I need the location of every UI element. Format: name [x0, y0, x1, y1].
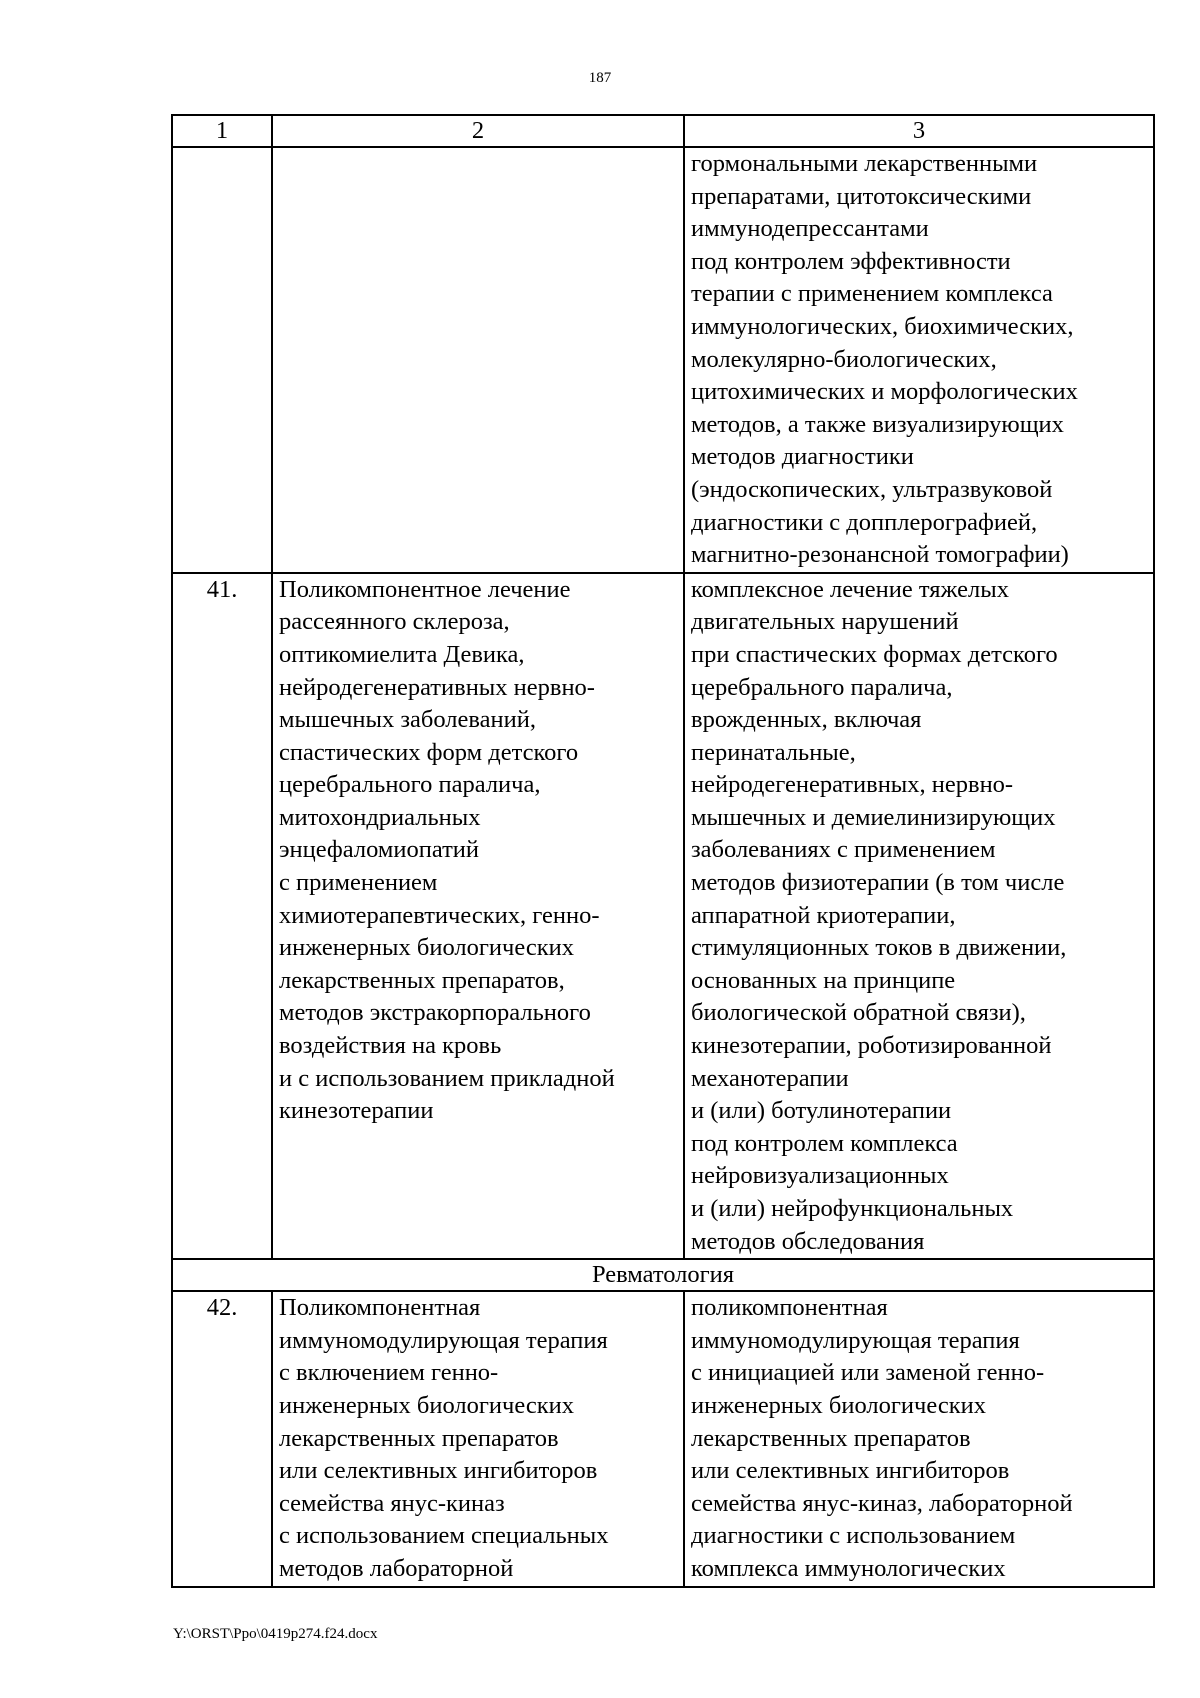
text-line: диагностики с допплерографией, — [691, 508, 1038, 536]
text-line: терапии с применением комплекса — [691, 280, 1053, 308]
text-line: и (или) нейрофункциональных — [691, 1195, 1014, 1222]
text-line: семейства янус-киназ — [279, 1489, 505, 1517]
text-line: гормональными лекарственными — [691, 150, 1038, 177]
text-line: иммуномодулирующая терапия — [691, 1326, 1020, 1354]
text-line: нейродегенеративных нервно- — [279, 673, 595, 701]
text-line: поликомпонентная — [691, 1294, 888, 1322]
text-line: нейровизуализационных — [691, 1162, 949, 1190]
text-line: препаратами, цитотоксическими — [691, 182, 1032, 210]
text-line: оптикомиелита Девика, — [279, 640, 525, 668]
text-line: мышечных заболеваний, — [279, 706, 536, 734]
text-line: (эндоскопических, ультразвуковой — [691, 475, 1053, 503]
text-line: лекарственных препаратов, — [279, 966, 565, 994]
text-line: при спастических формах детского — [691, 640, 1058, 668]
treatment-method-cell — [684, 1291, 1154, 1586]
text-line: иммунологических, биохимических, — [691, 312, 1074, 340]
table-row-continuation — [172, 147, 1154, 573]
text-line: иммуномодулирующая терапия — [279, 1326, 608, 1354]
row-number — [172, 147, 272, 573]
treatment-description-cell — [272, 1291, 684, 1586]
text-line: лекарственных препаратов — [279, 1424, 559, 1452]
table-row-42 — [172, 1291, 1154, 1586]
text-line: методов лабораторной — [279, 1554, 514, 1582]
treatment-description-cell — [272, 147, 684, 573]
treatment-method-cell — [684, 147, 1154, 573]
text-line: кинезотерапии — [279, 1097, 434, 1125]
text-line: биологической обратной связи), — [691, 999, 1026, 1027]
text-line: спастических форм детского — [279, 738, 579, 766]
text-line: энцефаломиопатий — [279, 836, 480, 864]
procedures-table — [171, 114, 1155, 1588]
row-number: 41. — [172, 573, 272, 1259]
text-line: комплексное лечение тяжелых — [691, 575, 1009, 603]
text-line: или селективных ингибиторов — [691, 1457, 1010, 1485]
text-line: с использованием специальных — [279, 1522, 609, 1550]
text-line: перинатальные, — [691, 738, 856, 766]
table-header-row — [172, 115, 1154, 147]
row-number: 42. — [172, 1291, 272, 1586]
text-line: стимуляционных токов в движении, — [691, 934, 1067, 962]
text-line: методов диагностики — [691, 443, 914, 471]
treatment-description-cell — [272, 573, 684, 1259]
text-line: методов обследования — [691, 1227, 925, 1255]
text-line: основанных на принципе — [691, 966, 956, 994]
text-line: митохондриальных — [279, 803, 481, 831]
text-line: методов, а также визуализирующих — [691, 410, 1064, 438]
text-line: и (или) ботулинотерапии — [691, 1097, 952, 1125]
text-line: церебрального паралича, — [279, 771, 541, 799]
text-line: нейродегенеративных, нервно- — [691, 771, 1014, 799]
text-line: мышечных и демиелинизирующих — [691, 803, 1056, 831]
text-line: лекарственных препаратов — [691, 1424, 971, 1452]
text-line: механотерапии — [691, 1064, 849, 1092]
text-line: и с использованием прикладной — [279, 1064, 615, 1092]
column-header-1: 1 — [172, 115, 272, 147]
text-line: магнитно-резонансной томографии) — [691, 541, 1069, 569]
column-header-3: 3 — [684, 115, 1154, 147]
text-line: инженерных биологических — [279, 934, 574, 962]
text-line: заболеваниях с применением — [691, 836, 996, 864]
text-line: методов физиотерапии (в том числе — [691, 869, 1065, 897]
section-title: Ревматология — [172, 1259, 1154, 1291]
text-line: под контролем эффективности — [691, 247, 1011, 275]
section-row-rheumatology — [172, 1259, 1154, 1291]
page-number: 187 — [588, 70, 612, 86]
text-line: врожденных, включая — [691, 706, 922, 734]
text-line: инженерных биологических — [279, 1391, 574, 1419]
treatment-method-cell — [684, 573, 1154, 1259]
text-line: кинезотерапии, роботизированной — [691, 1032, 1052, 1060]
text-line: церебрального паралича, — [691, 673, 953, 701]
text-line: молекулярно-биологических, — [691, 345, 997, 373]
text-line: с применением — [279, 869, 438, 897]
text-line: иммунодепрессантами — [691, 215, 929, 243]
text-line: рассеянного склероза, — [279, 608, 510, 636]
text-line: инженерных биологических — [691, 1391, 986, 1419]
text-line: под контролем комплекса — [691, 1129, 958, 1157]
text-line: Поликомпонентное лечение — [279, 575, 571, 603]
text-line: с включением генно- — [279, 1359, 499, 1387]
text-line: семейства янус-киназ, лабораторной — [691, 1489, 1073, 1517]
document-file-path: Y:\ORST\Ppo\0419p274.f24.docx — [173, 1626, 378, 1642]
text-line: аппаратной криотерапии, — [691, 901, 956, 929]
table-row-41 — [172, 573, 1154, 1259]
text-line: диагностики с использованием — [691, 1522, 1016, 1550]
text-line: комплекса иммунологических — [691, 1554, 1006, 1582]
text-line: Поликомпонентная — [279, 1294, 481, 1322]
text-line: воздействия на кровь — [279, 1032, 502, 1060]
text-line: методов экстракорпорального — [279, 999, 591, 1027]
text-line: двигательных нарушений — [691, 608, 959, 636]
text-line: цитохимических и морфологических — [691, 378, 1078, 406]
text-line: химиотерапевтических, генно- — [279, 901, 600, 929]
text-line: с инициацией или заменой генно- — [691, 1359, 1045, 1387]
column-header-2: 2 — [272, 115, 684, 147]
text-line: или селективных ингибиторов — [279, 1457, 598, 1485]
